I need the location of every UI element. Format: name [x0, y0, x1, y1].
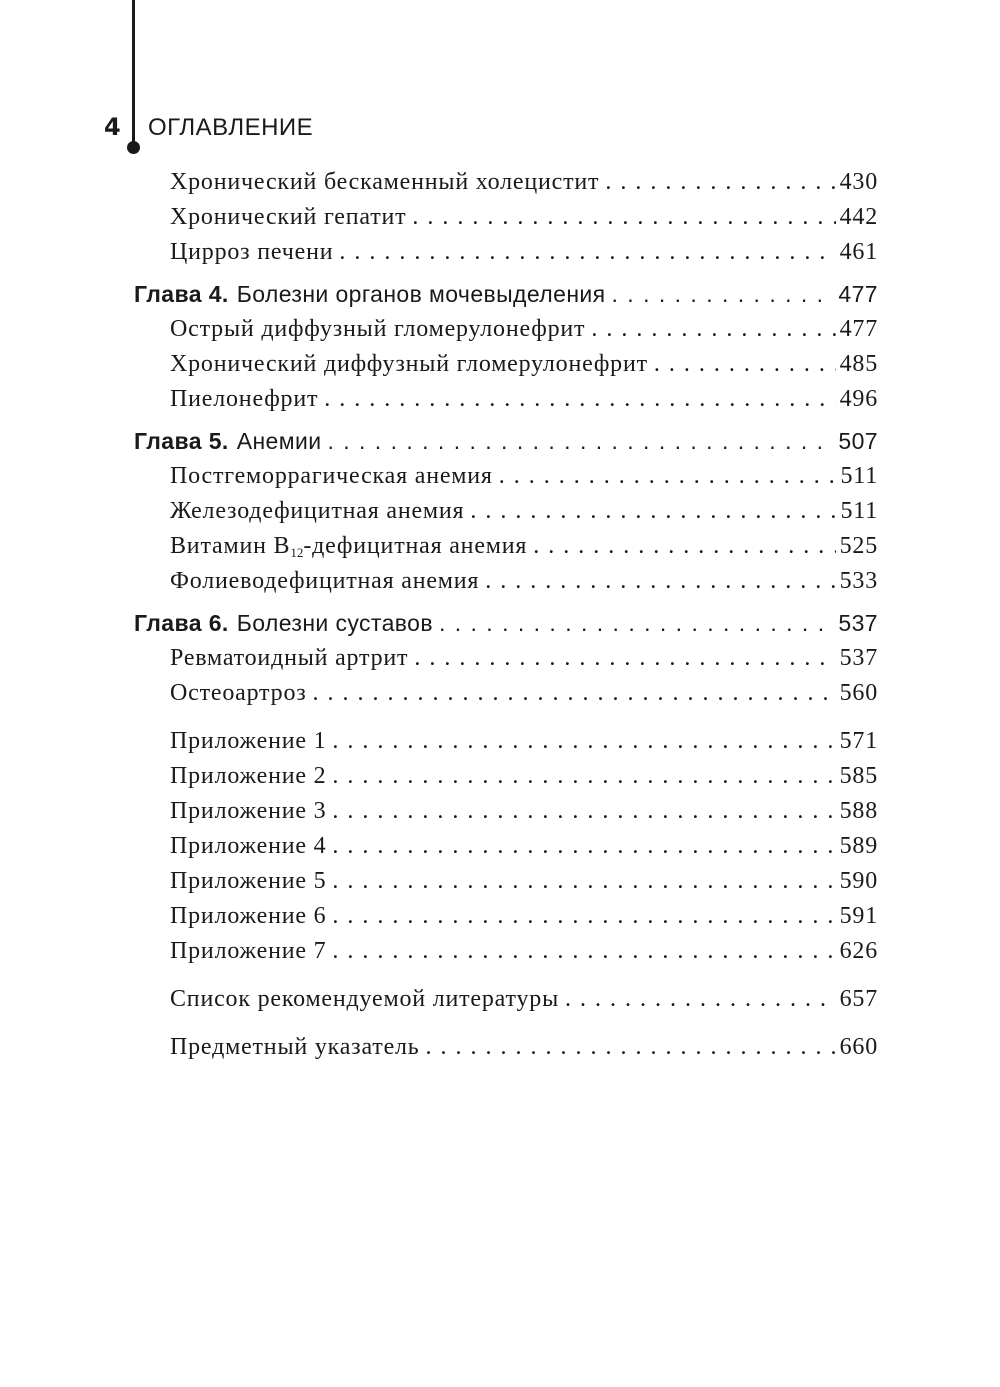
toc-entry-page: 461	[839, 239, 878, 265]
appendix-title: Приложение 7	[170, 938, 327, 964]
appendix-title: Приложение 4	[170, 833, 327, 859]
toc-appendix	[170, 865, 878, 897]
appendix-title: Приложение 1	[170, 728, 327, 754]
dot-leader	[332, 935, 835, 967]
dot-leader	[332, 830, 835, 862]
chapter-label: Глава 4.	[134, 281, 229, 307]
running-title: ОГЛАВЛЕНИЕ	[148, 114, 314, 141]
chapter-page: 537	[838, 610, 878, 636]
toc-entry	[170, 495, 878, 527]
toc-entry	[170, 348, 878, 380]
toc-index	[170, 1031, 878, 1063]
appendix-page: 590	[839, 868, 878, 894]
appendix-page: 585	[839, 763, 878, 789]
appendix-title: Приложение 5	[170, 868, 327, 894]
dot-leader	[470, 495, 836, 527]
margin-rule	[132, 0, 135, 150]
toc-entry-page: 496	[839, 386, 878, 412]
appendix-page: 591	[839, 903, 878, 929]
margin-rule-dot	[127, 141, 140, 154]
subscript: 12	[290, 545, 304, 560]
toc-entry-title	[170, 530, 527, 569]
toc-entry-title-suffix: -дефицитная анемия	[303, 533, 528, 559]
dot-leader	[591, 313, 835, 345]
toc-appendix	[170, 935, 878, 967]
toc-entry-title: Острый диффузный гломерулонефрит	[170, 316, 586, 342]
dot-leader	[332, 795, 835, 827]
dot-leader	[485, 565, 835, 597]
toc-entry-title: Хронический бескаменный холецистит	[170, 169, 600, 195]
toc-entry-page: 537	[839, 645, 878, 671]
toc-entry-title: Хронический диффузный гломерулонефрит	[170, 351, 648, 377]
dot-leader	[605, 166, 835, 198]
toc-entry-page: 477	[839, 316, 878, 342]
toc-entry-title: Остеоартроз	[170, 680, 307, 706]
toc-entry-page: 525	[839, 533, 878, 559]
toc-literature	[170, 983, 878, 1015]
toc-entry	[170, 313, 878, 345]
toc-entry-page: 485	[839, 351, 878, 377]
toc-chapter	[134, 278, 878, 310]
appendix-title: Приложение 6	[170, 903, 327, 929]
literature-page: 657	[839, 986, 878, 1012]
dot-leader	[332, 725, 835, 757]
toc-entry-title-prefix: Витамин B	[170, 533, 291, 559]
dot-leader	[533, 530, 835, 562]
toc-entry-title: Железодефицитная анемия	[170, 498, 465, 524]
toc-entry-title: Фолиеводефицитная анемия	[170, 568, 480, 594]
toc-entry-page: 533	[839, 568, 878, 594]
chapter-title: Болезни суставов	[236, 610, 433, 636]
dot-leader	[565, 983, 836, 1015]
toc-chapter	[134, 607, 878, 639]
toc-entry	[170, 460, 878, 492]
dot-leader	[313, 677, 836, 709]
toc-appendix	[170, 900, 878, 932]
toc-entry-title: Постгеморрагическая анемия	[170, 463, 493, 489]
toc-appendix	[170, 795, 878, 827]
dot-leader	[332, 760, 835, 792]
appendix-title: Приложение 2	[170, 763, 327, 789]
dot-leader	[439, 607, 834, 639]
dot-leader	[339, 236, 835, 268]
toc-entry-page: 442	[839, 204, 878, 230]
toc-chapter	[134, 425, 878, 457]
toc-appendix	[170, 725, 878, 757]
chapter-page: 477	[838, 281, 878, 307]
toc-entry	[170, 166, 878, 198]
toc-entry-title: Ревматоидный артрит	[170, 645, 409, 671]
toc-entry-title: Хронический гепатит	[170, 204, 407, 230]
dot-leader	[412, 201, 835, 233]
toc-entry-page: 560	[839, 680, 878, 706]
appendix-page: 589	[839, 833, 878, 859]
appendix-page: 588	[839, 798, 878, 824]
toc-entry	[170, 565, 878, 597]
toc-entry-title: Цирроз печени	[170, 239, 334, 265]
literature-title: Список рекомендуемой литературы	[170, 986, 559, 1012]
toc-entry-page: 511	[840, 463, 878, 489]
toc-entry	[170, 383, 878, 415]
appendix-page: 626	[839, 938, 878, 964]
toc-appendix	[170, 830, 878, 862]
chapter-label: Глава 5.	[134, 428, 229, 454]
dot-leader	[654, 348, 836, 380]
toc-entry-title: Пиелонефрит	[170, 386, 319, 412]
dot-leader	[612, 278, 835, 310]
chapter-title: Болезни органов мочевыделения	[236, 281, 606, 307]
index-page: 660	[839, 1034, 878, 1060]
toc-entry-page: 511	[840, 498, 878, 524]
page-number: 4	[104, 113, 121, 141]
toc-entry	[170, 642, 878, 674]
dot-leader	[426, 1031, 836, 1063]
dot-leader	[332, 865, 835, 897]
toc-entry-page: 430	[839, 169, 878, 195]
dot-leader	[324, 383, 835, 415]
chapter-label: Глава 6.	[134, 610, 229, 636]
toc-appendix	[170, 760, 878, 792]
chapter-title: Анемии	[236, 428, 322, 454]
appendix-page: 571	[839, 728, 878, 754]
index-title: Предметный указатель	[170, 1034, 420, 1060]
toc-entry	[170, 236, 878, 268]
toc-entry	[170, 530, 878, 569]
toc-entry	[170, 201, 878, 233]
chapter-page: 507	[838, 428, 878, 454]
dot-leader	[327, 425, 834, 457]
dot-leader	[414, 642, 835, 674]
dot-leader	[332, 900, 835, 932]
dot-leader	[499, 460, 837, 492]
toc-entry	[170, 677, 878, 709]
appendix-title: Приложение 3	[170, 798, 327, 824]
